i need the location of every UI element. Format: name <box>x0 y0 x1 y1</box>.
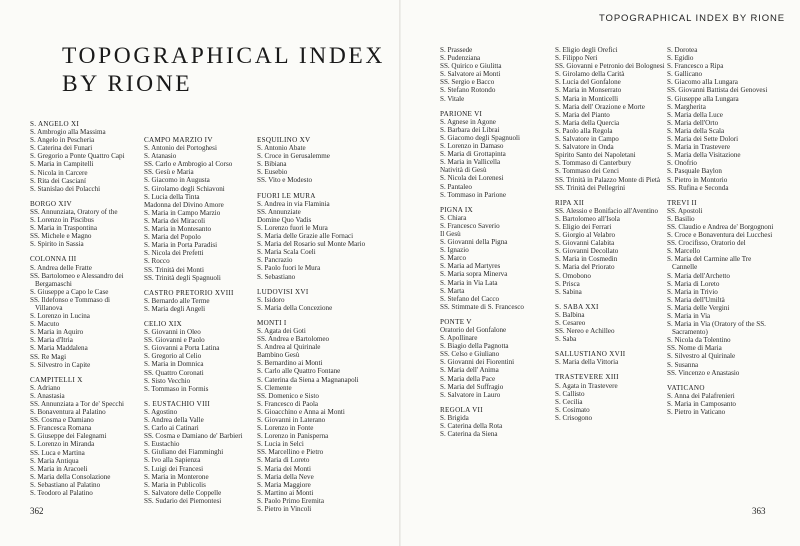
church-entry: S. Agata dei Goti <box>257 326 306 335</box>
church-entry: S. Brigida <box>440 413 469 422</box>
church-entry: S. Maria Antiqua <box>30 456 79 465</box>
church-entry: Bambino Gesù <box>257 351 300 360</box>
church-entry: S. Francesco di Paola <box>257 399 319 408</box>
church-entry: S. Maria in Aracoeli <box>30 464 88 473</box>
church-entry: SS. Michele e Magno <box>30 232 92 241</box>
church-entry: S. Marta <box>440 286 465 295</box>
church-entry: S. Maria in Monterone <box>144 472 209 481</box>
church-entry: S. Maria in Trastevere <box>667 143 731 152</box>
church-entry: S. Lorenzo in Panisperna <box>257 432 329 441</box>
church-entry: SS. Gesù e Maria <box>144 168 194 177</box>
church-entry: S. Maria dell' Orazione e Morte <box>555 102 645 111</box>
church-entry: S. Maria sopra Minerva <box>440 270 508 279</box>
rione-group <box>30 376 130 497</box>
rione-heading: BORGO XIV <box>30 199 72 208</box>
church-entry: S. Bonaventura al Palatino <box>30 408 106 417</box>
rione-heading: PONTE V <box>440 317 472 326</box>
church-entry: SS. Annunziata a Tor de' Specchi <box>30 400 125 408</box>
church-entry: SS. Marcellino e Pietro <box>257 448 324 457</box>
church-entry: Madonna del Divino Amore <box>144 200 224 209</box>
rione-group <box>555 199 670 296</box>
church-entry: S. Maria del Carmine alle Tre Cannelle <box>667 255 752 272</box>
church-entry: S. Maria del Pianto <box>555 110 610 119</box>
church-entry: S. Tommaso in Formis <box>144 384 209 393</box>
church-entry: S. Francesca Romana <box>30 424 92 433</box>
church-entry: S. Giuseppe dei Falegnami <box>30 432 107 441</box>
church-entry: SS. Sergio e Bacco <box>440 78 495 87</box>
church-entry: S. Barbara dei Librai <box>440 125 500 134</box>
rione-group <box>30 255 130 368</box>
rione-group <box>257 319 367 513</box>
church-entry: S. Chiara <box>440 213 467 222</box>
church-entry: S. Maria della Pace <box>440 374 496 383</box>
rione-group <box>667 199 775 377</box>
church-entry: S. Eligio degli Orefici <box>555 46 618 54</box>
church-entry: S. Giorgio al Velabro <box>555 231 616 240</box>
church-entry: S. Maria di Loreto <box>257 456 310 465</box>
church-entry: SS. Cosma e Damiano de' Barbieri <box>144 432 243 441</box>
church-entry: SS. Celso e Giuliano <box>440 350 500 359</box>
church-entry: S. Maria in Vallicella <box>440 158 501 167</box>
rione-heading: MONTI I <box>257 318 287 327</box>
church-entry: S. Paolo fuori le Mura <box>257 264 321 273</box>
rione-heading: S. SABA XXI <box>555 302 599 311</box>
church-entry: S. Maria dei Miracoli <box>144 216 206 225</box>
church-entry: SS. Stimmate di S. Francesco <box>440 302 524 311</box>
rione-heading: LUDOVISI XVI <box>257 287 309 296</box>
church-entry: S. Crisogono <box>555 413 593 422</box>
rione-group <box>555 46 670 192</box>
church-entry: S. Macuto <box>30 320 60 329</box>
church-entry: S. Andrea al Quirinale <box>257 343 321 352</box>
church-entry: SS. Annunziata, Oratory of the <box>30 207 118 216</box>
church-entry: S. Carlo alle Quattro Fontane <box>257 367 341 376</box>
rione-heading: SALLUSTIANO XVII <box>555 350 626 359</box>
church-entry: S. Antonio Abate <box>257 144 306 153</box>
church-entry: S. Marco <box>440 254 467 263</box>
church-entry: S. Gioacchino e Anna ai Monti <box>257 407 345 416</box>
church-entry: SS. Vito e Modesto <box>257 176 313 185</box>
church-entry: SS. Bartolomeo e Alessandro dei Bergamaschi <box>30 271 124 288</box>
church-entry: SS. Quattro Coronati <box>144 368 204 377</box>
rione-group <box>257 288 367 312</box>
church-entry: SS. Trinità degli Spagnuoli <box>144 273 221 282</box>
church-entry: S. Salvatore delle Coppelle <box>144 488 222 497</box>
church-entry: S. Maria del Priorato <box>555 263 615 272</box>
church-entry: S. Giovanni in Laterano <box>257 416 326 424</box>
church-entry: SS. Ildefonso e Tommaso di Villanova <box>30 295 110 312</box>
church-entry: S. Maria della Scala <box>667 126 725 135</box>
church-entry: S. Pancrazio <box>257 256 293 265</box>
page-title <box>62 42 385 98</box>
rione-heading: REGOLA VII <box>440 405 483 414</box>
church-entry: S. Rocco <box>144 257 170 266</box>
church-entry: S. Sabina <box>555 287 582 296</box>
rione-heading: CELIO XIX <box>144 319 182 328</box>
church-entry: S. Prisca <box>555 279 580 288</box>
index-column-5 <box>555 46 670 429</box>
church-entry: S. Lucia del Gonfalone <box>555 78 621 87</box>
church-entry: S. Maria Scala Coeli <box>257 248 316 257</box>
church-entry: S. Bernardo alle Terme <box>144 296 210 305</box>
rione-heading: S. EUSTACHIO VIII <box>144 399 211 408</box>
church-entry: S. Maria della Visitazione <box>667 151 741 160</box>
church-entry: S. Girolamo degli Schiavoni <box>144 184 225 193</box>
church-entry: S. Maria della Luce <box>667 110 723 119</box>
church-entry: S. Anna dei Palafrenieri <box>667 391 735 400</box>
church-entry: S. Egidio <box>667 54 694 63</box>
church-entry: SS. Apostoli <box>667 206 703 215</box>
title-line-2: BY RIONE <box>62 71 193 97</box>
church-entry: S. Dorotea <box>667 46 698 54</box>
church-entry: S. Susanna <box>667 360 699 369</box>
church-entry: S. Martino ai Monti <box>257 488 314 497</box>
church-entry: S. Maria in Trivio <box>667 287 718 296</box>
church-entry: S. Andrea in via Flaminia <box>257 199 330 208</box>
church-entry: S. Isidoro <box>257 295 285 304</box>
rione-heading: TRASTEVERE XIII <box>555 373 619 382</box>
church-entry: S. Giovanni dei Fiorentini <box>440 358 515 367</box>
church-entry: S. Caterina dei Funari <box>30 144 93 153</box>
church-entry: S. Marcello <box>667 247 701 256</box>
church-entry: S. Maria della Neve <box>257 472 314 481</box>
church-entry: S. Giuseppe alla Lungara <box>667 94 739 103</box>
church-entry: SS. Crocifisso, Oratorio del <box>667 239 746 248</box>
church-entry: SS. Cosma e Damiano <box>30 416 94 425</box>
church-entry: S. Prassede <box>440 46 473 54</box>
church-entry: S. Sebastiano al Palatino <box>30 480 101 489</box>
church-entry: S. Bibiana <box>257 160 287 169</box>
church-entry: SS. Nereo e Achilleo <box>555 327 615 336</box>
church-entry: S. Salvatore in Lauro <box>440 390 501 399</box>
church-entry: SS. Re Magi <box>30 352 67 361</box>
church-entry: S. Caterina da Siena <box>440 430 498 439</box>
church-entry: S. Paolo Primo Eremita <box>257 496 324 505</box>
running-head: TOPOGRAPHICAL INDEX BY RIONE <box>599 13 786 24</box>
church-entry: S. Giacomo alla Lungara <box>667 78 738 87</box>
rione-group <box>555 303 670 343</box>
church-entry: S. Maria in Domnica <box>144 360 204 369</box>
rione-group <box>555 350 670 366</box>
church-entry: S. Lorenzo in Lucina <box>30 312 90 321</box>
church-entry: S. Silvestro in Capite <box>30 360 91 369</box>
church-entry: S. Pasquale Baylon <box>667 167 722 176</box>
church-entry: S. Maria in Montesanto <box>144 225 211 234</box>
church-entry: SS. Nome di Maria <box>667 344 722 353</box>
page-number-right: 363 <box>752 506 766 516</box>
church-entry: S. Maria dell' Anima <box>440 366 499 375</box>
church-entry: SS. Luca e Martina <box>30 448 85 457</box>
church-entry: S. Lucia in Selci <box>257 440 304 449</box>
title-line-1: TOPOGRAPHICAL INDEX <box>62 43 385 69</box>
church-entry: S. Adriano <box>30 383 61 392</box>
church-entry: S. Maria delle Vergini <box>667 303 730 312</box>
church-entry: S. Croce in Gerusalemme <box>257 152 330 161</box>
church-entry: S. Giovanni Calabita <box>555 239 615 248</box>
rione-group <box>257 136 367 185</box>
church-entry: Spirito Santo dei Napoletani <box>555 151 636 160</box>
church-entry: S. Maria dell'Archetto <box>667 271 730 280</box>
church-entry: S. Salvatore in Onda <box>555 143 614 152</box>
church-entry: S. Gallicano <box>667 70 703 79</box>
church-entry: Oratorio del Gonfalone <box>440 326 507 334</box>
index-column-6 <box>667 46 775 423</box>
church-entry: S. Bernardino ai Monti <box>257 359 323 368</box>
church-entry: SS. Carlo e Ambrogio al Corso <box>144 160 233 169</box>
church-entry: S. Maria di Loreto <box>667 279 720 288</box>
rione-heading: S. ANGELO XI <box>30 120 80 128</box>
church-entry: S. Nicola da Tolentino <box>667 336 731 345</box>
church-entry: S. Pantaleo <box>440 182 472 191</box>
church-entry: S. Rita dei Cascianí <box>30 176 86 185</box>
church-entry: S. Maria d'Itria <box>30 336 73 345</box>
rione-heading: CASTRO PRETORIO XVIII <box>144 288 234 297</box>
rione-group <box>440 318 548 399</box>
church-entry: S. Pietro in Vaticano <box>667 408 726 417</box>
church-entry: S. Maria in Via <box>667 312 711 320</box>
rione-group <box>144 289 256 313</box>
index-column-2 <box>144 136 256 512</box>
church-entry: S. Filippo Neri <box>555 54 598 63</box>
church-entry: S. Stefano del Cacco <box>440 294 500 303</box>
church-entry: S. Ivo alla Sapienza <box>144 456 201 465</box>
church-entry: SS. Trinità in Palazzo Monte di Pietà <box>555 175 661 184</box>
church-entry: S. Agata in Trastevere <box>555 381 618 390</box>
rione-group <box>440 406 548 438</box>
church-entry: S. Francesco a Ripa <box>667 62 724 71</box>
rione-heading: PIGNA IX <box>440 205 473 214</box>
church-entry: S. Nicola dei Lorenesi <box>440 174 504 183</box>
church-entry: S. Andrea delle Fratte <box>30 263 92 272</box>
church-entry: S. Maria ad Martyres <box>440 262 501 271</box>
church-entry: S. Girolamo della Carità <box>555 70 625 79</box>
church-entry: S. Maria in Campo Marzio <box>144 208 221 217</box>
church-entry: S. Maria dell'Orto <box>667 118 719 127</box>
church-entry: S. Giovanni in Oleo <box>144 328 201 337</box>
church-entry: S. Giovanni Decollato <box>555 247 619 256</box>
church-entry: S. Salvatore ai Monti <box>440 70 501 79</box>
church-entry: S. Giovanni della Pigna <box>440 238 508 247</box>
church-entry: S. Lucia della Tinta <box>144 192 200 201</box>
rione-group <box>667 384 775 416</box>
church-entry: S. Maria in Campitelli <box>30 160 94 169</box>
church-entry: S. Tommaso di Canterbury <box>555 159 632 168</box>
church-entry: S. Maria in Cosmedin <box>555 255 618 264</box>
rione-heading: COLONNA III <box>30 255 77 264</box>
church-entry: S. Tommaso in Parione <box>440 190 506 199</box>
church-entry: S. Maria dei Sette Dolori <box>667 135 739 144</box>
church-entry: SS. Alessio e Bonifacio all'Aventino <box>555 206 659 215</box>
church-entry: S. Pudenziana <box>440 54 481 63</box>
rione-group <box>440 206 548 311</box>
church-entry: S. Maria della Consolazione <box>30 472 111 481</box>
rione-group <box>144 320 256 393</box>
church-entry: S. Giovanni a Porta Latina <box>144 344 220 353</box>
church-entry: S. Stanislao dei Polacchi <box>30 184 101 193</box>
church-entry: S. Maria del Suffragio <box>440 382 504 391</box>
rione-heading: RIPA XII <box>555 198 585 207</box>
church-entry: SS. Giovanni e Paolo <box>144 336 205 345</box>
church-entry: S. Vitale <box>440 94 465 103</box>
church-entry: Domine Quo Vadis <box>257 215 312 224</box>
church-entry: SS. Sudario dei Piemontesi <box>144 496 222 505</box>
church-entry: S. Maria della Quercia <box>555 118 620 127</box>
rione-group <box>440 46 548 103</box>
church-entry: S. Andrea della Valle <box>144 416 204 424</box>
church-entry: SS. Quirico e Giulitta <box>440 62 502 71</box>
church-entry: SS. Claudio e Andrea de' Borgognoni <box>667 222 774 231</box>
church-entry: S. Maria dell'Umiltà <box>667 295 725 304</box>
church-entry: S. Paolo alla Regola <box>555 126 613 135</box>
church-entry: S. Salvatore in Campo <box>555 135 619 144</box>
index-column-1 <box>30 120 130 504</box>
rione-group <box>30 120 130 193</box>
church-entry: S. Lorenzo in Damaso <box>440 142 504 151</box>
church-entry: S. Maria in Publicolis <box>144 480 206 489</box>
page-gutter <box>399 0 401 546</box>
church-entry: SS. Domenico e Sisto <box>257 391 319 400</box>
church-entry: S. Lorenzo in Miranda <box>30 440 95 449</box>
rione-group <box>257 192 367 281</box>
church-entry: S. Maria in Via (Oratory of the SS. Sacramento) <box>667 320 766 337</box>
church-entry: S. Cosimato <box>555 405 590 414</box>
rione-heading: VATICANO <box>667 383 705 392</box>
church-entry: S. Agostino <box>144 407 178 416</box>
church-entry: S. Antonio dei Portoghesi <box>144 144 217 153</box>
church-entry: S. Maria di Grottapinta <box>440 150 506 159</box>
church-entry: S. Maria della Vittoria <box>555 358 619 367</box>
church-entry: S. Giacomo in Augusta <box>144 176 210 185</box>
rione-heading: CAMPITELLI X <box>30 375 83 384</box>
church-entry: S. Maria della Concezione <box>257 303 333 312</box>
rione-group <box>144 400 256 505</box>
church-entry: S. Maria del Rosario sul Monte Mario <box>257 240 366 249</box>
church-entry: S. Eligio dei Ferrari <box>555 222 612 231</box>
church-entry: SS. Andrea e Bartolomeo <box>257 335 330 344</box>
church-entry: S. Clemente <box>257 383 292 392</box>
church-entry: S. Lorenzo in Fonte <box>257 424 314 433</box>
rione-heading: PARIONE VI <box>440 109 483 118</box>
church-entry: S. Nicola dei Prefetti <box>144 249 204 258</box>
church-entry: SS. Trinità dei Pellegrini <box>555 183 626 192</box>
church-entry: S. Maria delle Grazie alle Fornaci <box>257 232 354 241</box>
rione-heading: TREVI II <box>667 198 697 207</box>
church-entry: SS. Trinità dei Monti <box>144 265 204 274</box>
church-entry: SS. Vincenzo e Anastasio <box>667 368 740 377</box>
church-entry: S. Gregorio al Celio <box>144 352 202 361</box>
rione-group <box>667 46 775 192</box>
church-entry: S. Saba <box>555 335 577 344</box>
church-entry: S. Eustachio <box>144 440 180 449</box>
church-entry: S. Pietro in Montorio <box>667 175 728 184</box>
church-entry: S. Margherita <box>667 102 706 111</box>
church-entry: S. Giuliano dei Fiamminghi <box>144 448 224 457</box>
church-entry: S. Anastasia <box>30 391 65 400</box>
church-entry: S. Croce e Bonaventura dei Lucchesi <box>667 231 773 240</box>
church-entry: S. Giacomo degli Spagnuoli <box>440 133 520 142</box>
church-entry: S. Angelo in Pescheria <box>30 136 95 145</box>
rione-group <box>440 110 548 199</box>
church-entry: S. Sebastiano <box>257 272 296 281</box>
church-entry: SS. Giovanni e Petronio dei Bolognesi <box>555 62 665 71</box>
church-entry: S. Lorenzo in Piscibus <box>30 216 94 225</box>
church-entry: S. Maria in Camposanto <box>667 399 736 408</box>
church-entry: S. Giuseppe a Capo le Case <box>30 287 109 296</box>
church-entry: S. Maria in Traspontina <box>30 224 97 233</box>
church-entry: S. Cecilia <box>555 397 583 406</box>
church-entry: S. Silvestro al Quirinale <box>667 352 736 361</box>
rione-group <box>555 373 670 422</box>
church-entry: S. Spirito in Sassia <box>30 240 84 249</box>
rione-heading: ESQUILINO XV <box>257 136 311 144</box>
rione-heading: FUORI LE MURA <box>257 191 316 200</box>
church-entry: S. Caterina della Rota <box>440 422 503 431</box>
church-entry: S. Maria in Aquiro <box>30 328 84 337</box>
church-entry: S. Nicola in Carcere <box>30 168 88 177</box>
church-entry: S. Biagio della Pagnotta <box>440 342 509 351</box>
index-column-4 <box>440 46 548 445</box>
church-entry: S. Tommaso dei Cenci <box>555 167 619 176</box>
church-entry: S. Agnese in Agone <box>440 117 496 126</box>
church-entry: S. Sisto Vecchio <box>144 376 191 385</box>
church-entry: S. Teodoro al Palatino <box>30 489 93 498</box>
church-entry: S. Maria in Porta Paradisi <box>144 241 218 250</box>
church-entry: S. Maria Maddalena <box>30 344 88 353</box>
rione-group <box>144 136 256 282</box>
church-entry: S. Callisto <box>555 389 585 398</box>
page-number-left: 362 <box>30 506 44 516</box>
rione-group <box>30 200 130 249</box>
church-entry: S. Maria dei Monti <box>257 464 311 473</box>
church-entry: S. Francesco Saverio <box>440 221 500 230</box>
church-entry: S. Maria Maggiore <box>257 480 311 489</box>
church-entry: SS. Giovanni Battista dei Genovesi <box>667 86 768 95</box>
church-entry: S. Bartolomeo all'Isola <box>555 214 620 223</box>
rione-heading: CAMPO MARZIO IV <box>144 136 213 144</box>
church-entry: S. Luigi dei Francesi <box>144 464 204 473</box>
church-entry: S. Caterina da Siena a Magnanapoli <box>257 375 359 384</box>
church-entry: SS. Annunziate <box>257 207 301 216</box>
church-entry: S. Maria in Monticelli <box>555 94 619 103</box>
church-entry: S. Ambrogio alla Massima <box>30 128 106 137</box>
church-entry: S. Maria in Via Lata <box>440 278 498 287</box>
church-entry: S. Onofrio <box>667 159 697 168</box>
church-entry: S. Gregorio a Ponte Quattro Capi <box>30 152 125 161</box>
index-column-3 <box>257 136 367 520</box>
church-entry: S. Cesareo <box>555 319 586 327</box>
church-entry: S. Lorenzo fuori le Mura <box>257 223 328 232</box>
church-entry: S. Maria degli Angeli <box>144 304 206 313</box>
church-entry: S. Ignazio <box>440 246 469 255</box>
church-entry: Il Gesù <box>440 229 461 238</box>
church-entry: S. Eusebio <box>257 168 288 177</box>
church-entry: S. Pietro in Vincoli <box>257 505 312 514</box>
church-entry: S. Stefano Rotondo <box>440 86 496 95</box>
church-entry: S. Maria in Monserrato <box>555 86 622 95</box>
church-entry: S. Carlo ai Catinari <box>144 424 199 433</box>
church-entry: S. Basilio <box>667 214 695 223</box>
church-entry: Natività di Gesù <box>440 166 487 175</box>
church-entry: S. Atanasio <box>144 152 177 161</box>
church-entry: S. Apollinare <box>440 334 478 343</box>
church-entry: S. Maria del Popolo <box>144 233 201 242</box>
church-entry: S. Omobono <box>555 271 591 280</box>
church-entry: S. Balbina <box>555 310 585 319</box>
church-entry: SS. Rufina e Seconda <box>667 183 729 192</box>
